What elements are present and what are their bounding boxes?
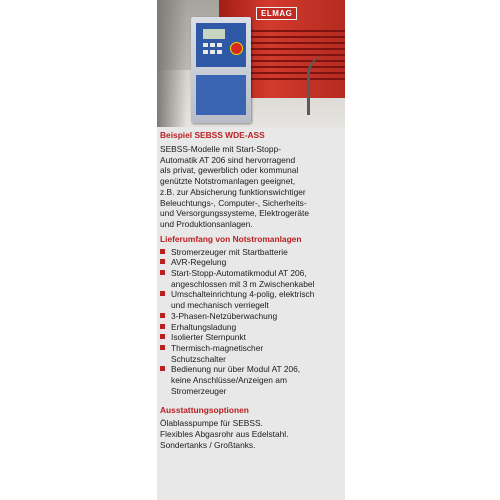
bullet-icon [160,249,165,254]
bullet-icon [160,334,165,339]
options-heading: Ausstattungsoptionen [160,405,249,416]
example-heading: Beispiel SEBSS WDE-ASS [160,130,265,140]
bullet-icon [160,366,165,371]
list-item: Bedienung nur über Modul AT 206, keine Anschlüsse/Anzeigen am Stromerzeuger [157,364,345,396]
list-item: Thermisch-magnetischer Schutzschalter [157,343,345,364]
panel-lower [196,75,246,115]
cable-image [307,55,345,115]
bullet-icon [160,270,165,275]
bullet-icon [160,291,165,296]
list-item: AVR-Regelung [157,257,345,268]
control-panel-image [191,17,251,123]
list-item: Stromerzeuger mit Startbatterie [157,247,345,258]
delivery-list [157,247,345,397]
list-item: 3-Phasen-Netzüberwachung [157,311,345,322]
options-paragraph: Ölablasspumpe für SEBSS. Flexibles Abgasrohr aus Edelstahl. Sondertanks / Großtanks. [160,418,289,450]
bullet-icon [160,345,165,350]
product-photo [157,0,345,127]
bullet-icon [160,259,165,264]
bullet-icon [160,313,165,318]
list-item: Isolierter Sternpunkt [157,332,345,343]
brand-logo: ELMAG [256,7,297,20]
info-card [157,0,345,500]
bullet-icon [160,324,165,329]
emergency-stop-image [230,42,243,55]
list-item: Erhaltungsladung [157,322,345,333]
panel-display [203,29,225,39]
text-body [157,127,345,451]
list-item: Umschalteinrichtung 4-polig, elektrisch und mechanisch verriegelt [157,289,345,310]
list-item: Start-Stopp-Automatikmodul AT 206, angeschlossen mit 3 m Zwischenkabel [157,268,345,289]
intro-paragraph: SEBSS-Modelle mit Start-Stopp- Automatik AT 206 sind hervorragend als privat, gewerblich oder kommunal genützte Notstromanlagen geeignet, z.B. zur Absicherung funktionswichtiger Beleuchtungs-, Computer-, Sicherheits- und Versorgungssysteme, Elektrogeräte und Produktionsanlagen. [160,144,309,229]
delivery-heading: Lieferumfang von Notstromanlagen [160,233,302,244]
